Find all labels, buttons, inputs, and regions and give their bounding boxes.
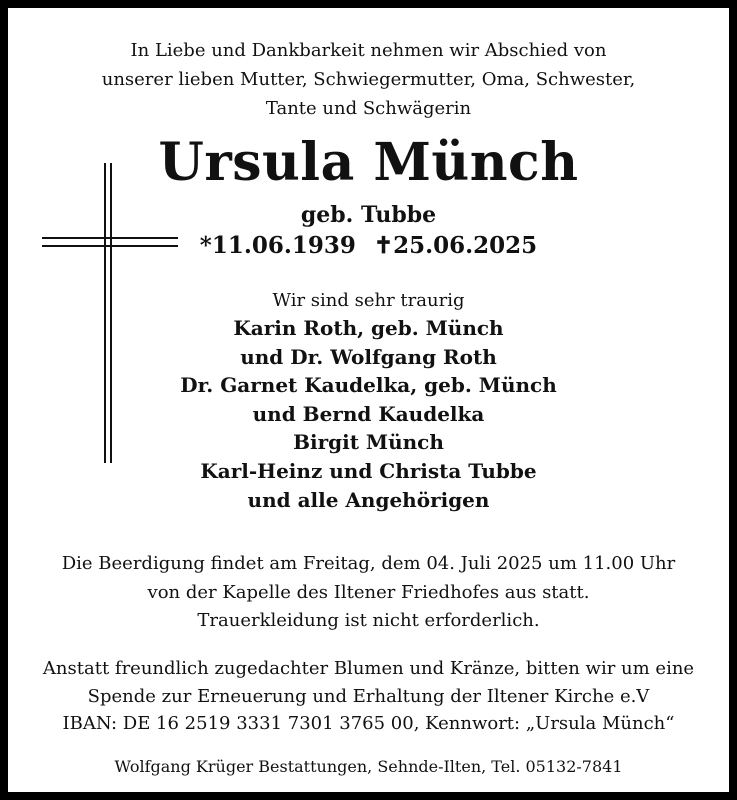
deceased-name: Ursula Münch — [158, 132, 579, 193]
donation-request — [8, 655, 729, 738]
mourner-line: und alle Angehörigen — [247, 487, 490, 512]
mourner-line: Karl-Heinz und Christa Tubbe — [200, 458, 537, 483]
funeral-line: von der Kapelle des Iltener Friedhofes aus statt. — [147, 581, 590, 603]
death-date: ✝25.06.2025 — [373, 232, 538, 259]
birth-date: *11.06.1939 — [199, 232, 356, 259]
mourner-line: und Bernd Kaudelka — [252, 401, 485, 426]
mourner-line: Karin Roth, geb. Münch — [233, 316, 504, 340]
funeral-line: Trauerkleidung ist nicht erforderlich. — [197, 610, 540, 631]
donation-line: Spende zur Erneuerung und Erhaltung der Iltener Kirche e.V — [87, 685, 650, 707]
donation-line: IBAN: DE 16 2519 3331 7301 3765 00, Kennwort: „Ursula Münch“ — [62, 713, 675, 734]
mourner-line: und Dr. Wolfgang Roth — [240, 344, 497, 369]
maiden-name: geb. Tubbe — [300, 202, 437, 228]
life-dates — [8, 230, 729, 262]
intro-line: In Liebe und Dankbarkeit nehmen wir Abschied von — [130, 40, 607, 61]
mourners-list — [8, 314, 729, 514]
obituary-notice — [8, 8, 729, 792]
funeral-details — [8, 550, 729, 636]
intro-text — [8, 36, 729, 123]
intro-line: unserer lieben Mutter, Schwiegermutter, Oma, Schwester, — [101, 69, 636, 90]
mourners-intro: Wir sind sehr traurig — [272, 290, 465, 311]
intro-line: Tante und Schwägerin — [265, 98, 472, 119]
mourner-line: Dr. Garnet Kaudelka, geb. Münch — [180, 373, 557, 398]
donation-line: Anstatt freundlich zugedachter Blumen und Kränze, bitten wir um eine — [42, 658, 695, 679]
funeral-line: Die Beerdigung findet am Freitag, dem 04. Juli 2025 um 11.00 Uhr — [61, 553, 676, 574]
mourner-line: Birgit Münch — [293, 430, 444, 455]
undertaker-info: Wolfgang Krüger Bestattungen, Sehnde-Ilten, Tel. 05132-7841 — [114, 757, 623, 776]
